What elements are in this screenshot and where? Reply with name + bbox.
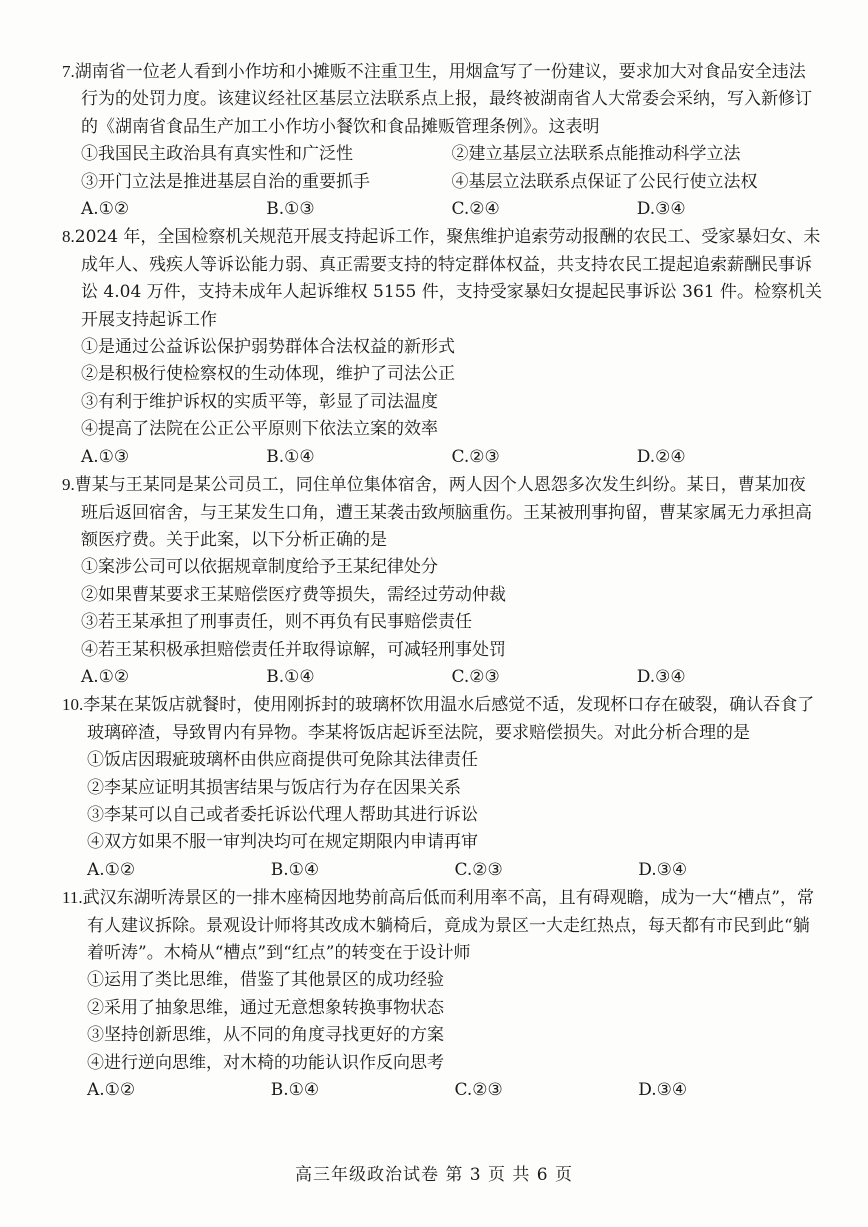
question-text: 曹某与王某同是某公司员工，同住单位集体宿舍，两人因个人恩怨多次发生纠纷。某日，曹某加夜班后返回宿舍，与王某发生口角，遭王某袭击致颅脑重伤。王某被刑事拘留，曹某家属无力承担高额医疗费。关于此案，以下分析正确的是 xyxy=(74,475,812,550)
statement: ②李某应证明其损害结果与饭店行为存在因果关系 xyxy=(87,777,461,798)
choice-d: D.②④ xyxy=(636,446,686,467)
choice-a: A.①② xyxy=(81,199,130,220)
statement: ①运用了类比思维，借鉴了其他景区的成功经验 xyxy=(87,970,444,991)
choice-c: C.②③ xyxy=(454,859,503,880)
question-number: 11. xyxy=(62,888,83,908)
question-text: 2024 年，全国检察机关规范开展支持起诉工作，聚焦维护追索劳动报酬的农民工、受家暴妇女、未成年人、残疾人等诉讼能力弱、真正需要支持的特定群体权益，共支持农民工提起追索薪酬民事诉讼 4.04 万件，支持未成年人起诉维权 5155 件，支持受家暴妇女提起民事诉讼 361 件。检察机关开展支持起诉工作 xyxy=(74,227,822,330)
choice-a: A.①③ xyxy=(81,446,130,467)
answer-choices xyxy=(62,196,822,223)
statement: ②建立基层立法联系点能推动科学立法 xyxy=(451,144,741,165)
statement: ②是积极行使检察权的生动体现，维护了司法公正 xyxy=(81,364,455,385)
choice-c: C.②④ xyxy=(451,199,500,220)
question-9 xyxy=(62,471,822,691)
statement: ③开门立法是推进基层自治的重要抓手 xyxy=(81,171,370,192)
choice-c: C.②③ xyxy=(451,666,500,687)
statement-row xyxy=(62,169,822,196)
question-8 xyxy=(62,223,822,471)
choice-d: D.③④ xyxy=(636,666,686,687)
statement: ②如果曹某要求王某赔偿医疗费等损失，需经过劳动仲裁 xyxy=(81,584,506,605)
question-10 xyxy=(62,691,822,884)
statement: ③若王某承担了刑事责任，则不再负有民事赔偿责任 xyxy=(81,612,472,633)
choice-b: B.①④ xyxy=(266,446,315,467)
question-stem xyxy=(62,691,822,747)
page-footer: 高三年级政治试卷 第 3 页 共 6 页 xyxy=(294,1165,574,1185)
question-text: 湖南省一位老人看到小作坊和小摊贩不注重卫生，用烟盒写了一份建议，要求加大对食品安全违法行为的处罚力度。该建议经社区基层立法联系点上报，最终被湖南省人大常委会采纳，写入新修订的《湖南省食品生产加工小作坊小餐饮和食品摊贩管理条例》。这表明 xyxy=(74,62,812,137)
question-stem xyxy=(62,884,822,967)
statement: ①是通过公益诉讼保护弱势群体合法权益的新形式 xyxy=(81,337,455,358)
choice-c: C.②③ xyxy=(454,1080,503,1101)
statement: ③坚持创新思维，从不同的角度寻找更好的方案 xyxy=(87,1025,444,1046)
statement: ③李某可以自己或者委托诉讼代理人帮助其进行诉讼 xyxy=(87,804,478,825)
question-7 xyxy=(62,58,822,223)
choice-d: D.③④ xyxy=(636,199,686,220)
statement: ④双方如果不服一审判决均可在规定期限内申请再审 xyxy=(87,832,478,853)
choice-c: C.②③ xyxy=(451,446,500,467)
question-stem xyxy=(62,223,822,334)
choice-b: B.①④ xyxy=(266,666,315,687)
statement: ②采用了抽象思维，通过无意想象转换事物状态 xyxy=(87,997,444,1018)
exam-page xyxy=(62,58,822,1104)
question-stem xyxy=(62,58,822,141)
statement: ④基层立法联系点保证了公民行使立法权 xyxy=(451,171,758,192)
statement: ①我国民主政治具有真实性和广泛性 xyxy=(81,144,353,165)
question-text: 武汉东湖听涛景区的一排木座椅因地势前高后低而利用率不高，且有碍观瞻，成为一大“槽点”，常有人建议拆除。景观设计师将其改成木躺椅后，竟成为景区一大走红热点，每天都有市民到此“躺着听涛”。木椅从“槽点”到“红点”的转变在于设计师 xyxy=(82,888,815,963)
statement: ①案涉公司可以依据规章制度给予王某纪律处分 xyxy=(81,557,438,578)
question-number: 10. xyxy=(62,695,84,715)
choice-b: B.①④ xyxy=(270,859,320,880)
choice-b: B.①③ xyxy=(266,199,315,220)
question-number: 8. xyxy=(62,227,75,247)
choice-a: A.①② xyxy=(87,1080,136,1101)
question-number: 7. xyxy=(62,62,75,81)
statement: ①饭店因瑕疵玻璃杯由供应商提供可免除其法律责任 xyxy=(87,750,478,771)
choice-a: A.①② xyxy=(81,666,130,687)
statement-row xyxy=(62,141,822,168)
statement: ④若王某积极承担赔偿责任并取得谅解，可减轻刑事处罚 xyxy=(81,639,506,660)
answer-choices xyxy=(62,1077,822,1104)
question-text: 李某在某饭店就餐时，使用刚拆封的玻璃杯饮用温水后感觉不适，发现杯口存在破裂，确认吞食了玻璃碎渣，导致胃内有异物。李某将饭店起诉至法院，要求赔偿损失。对此分析合理的是 xyxy=(83,695,815,743)
question-number: 9. xyxy=(62,475,75,495)
answer-choices xyxy=(62,664,822,691)
answer-choices xyxy=(62,857,822,884)
answer-choices xyxy=(62,444,822,471)
choice-a: A.①② xyxy=(87,859,136,880)
question-stem xyxy=(62,471,822,554)
statement: ④进行逆向思维，对木椅的功能认识作反向思考 xyxy=(87,1052,444,1073)
statement: ④提高了法院在公正公平原则下依法立案的效率 xyxy=(81,419,438,440)
statement: ③有利于维护诉权的实质平等，彰显了司法温度 xyxy=(81,391,438,412)
choice-b: B.①④ xyxy=(270,1080,320,1101)
choice-d: D.③④ xyxy=(638,1080,688,1101)
choice-d: D.③④ xyxy=(638,859,688,880)
question-11 xyxy=(62,884,822,1104)
